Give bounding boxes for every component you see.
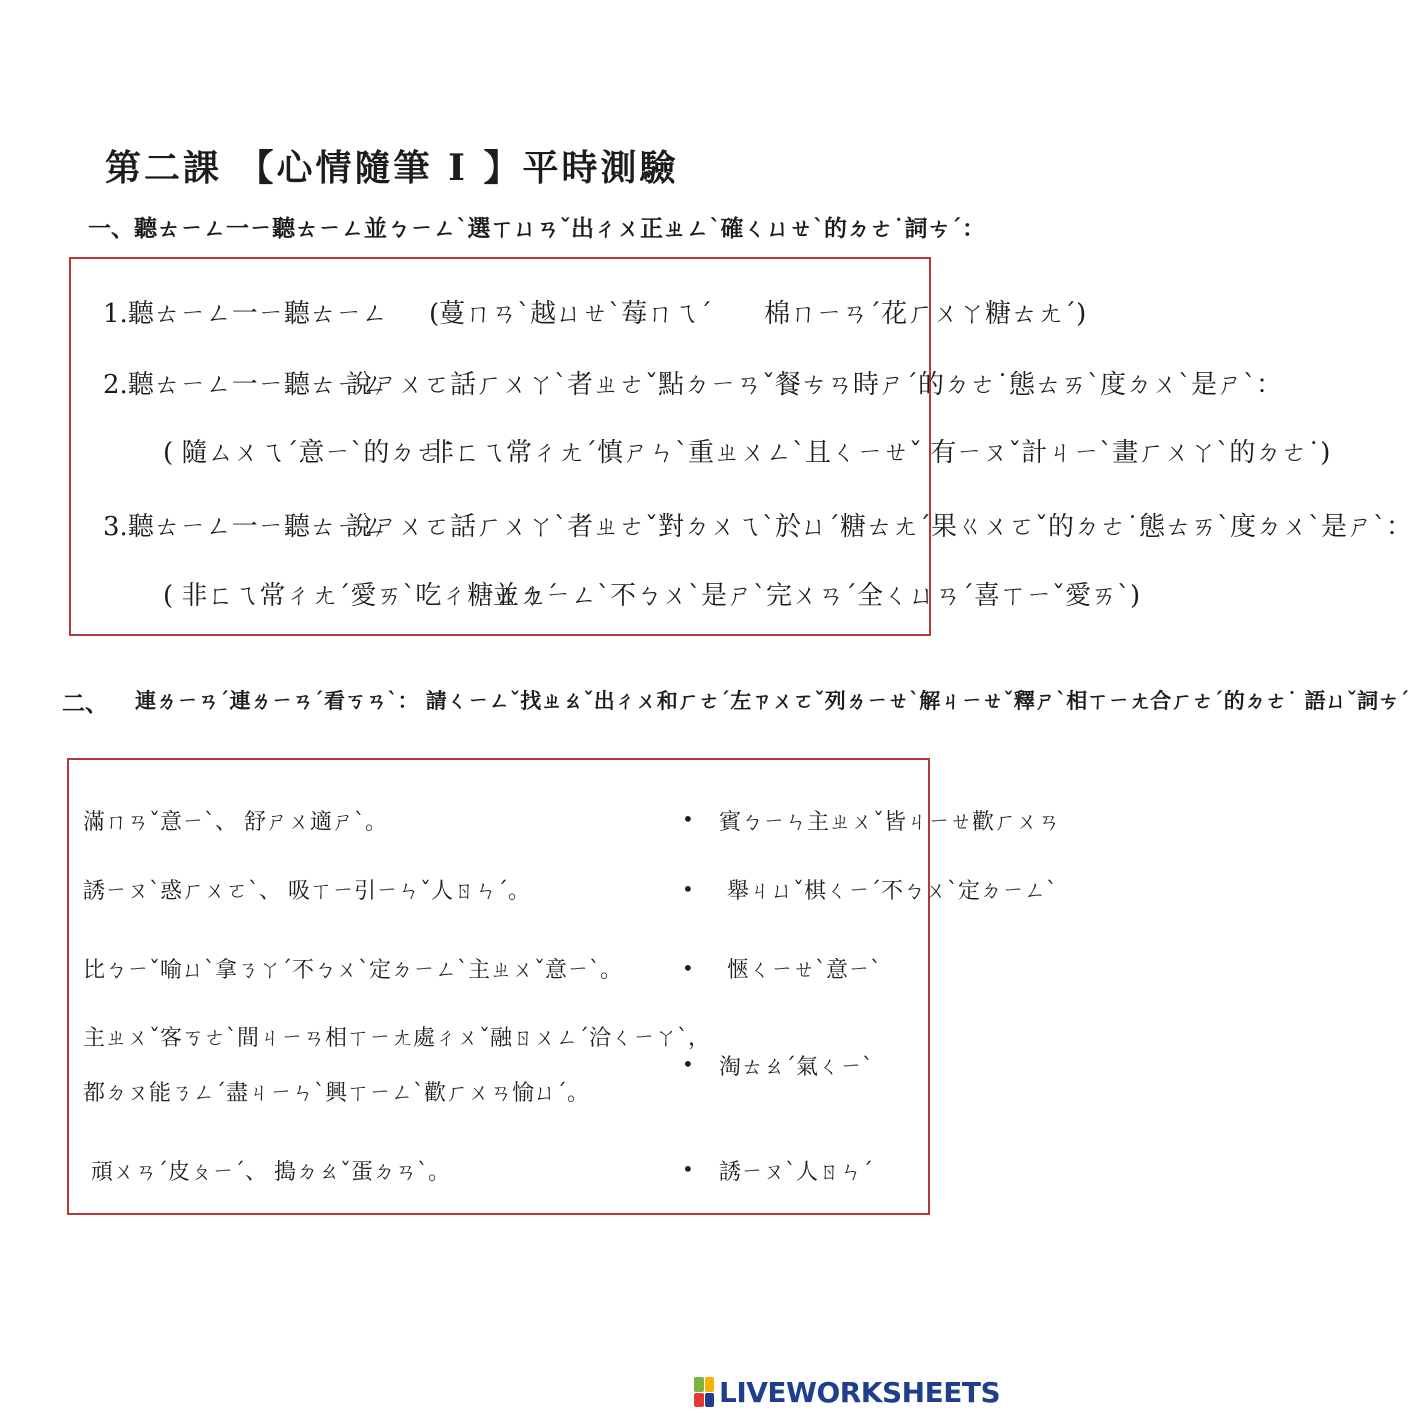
term-3[interactable]: 愜ㄑㄧㄝˋ意ㄧˋ [727, 958, 882, 983]
term-4[interactable]: 淘ㄊㄠˊ氣ㄑㄧˋ [719, 1055, 874, 1080]
q2-option-a[interactable]: ( 隨ㄙㄨㄟˊ意ㄧˋ的ㄉㄜ˙ [163, 438, 455, 468]
definition-3[interactable]: 比ㄅㄧˇ喻ㄩˋ拿ㄋㄚˊ不ㄅㄨˋ定ㄉㄧㄥˋ主ㄓㄨˇ意ㄧˋ。 [83, 958, 623, 983]
term-bullet: • [682, 807, 694, 831]
q2-option-b[interactable]: 非ㄈㄟ常ㄔㄤˊ慎ㄕㄣˋ重ㄓㄨㄥˋ且ㄑㄧㄝˇ 有ㄧㄡˇ計ㄐㄧˋ畫ㄏㄨㄚˋ的ㄉㄜ˙) [428, 438, 1331, 468]
term-5[interactable]: 誘ㄧㄡˋ人ㄖㄣˊ [719, 1160, 874, 1185]
term-bullet: • [682, 1157, 694, 1181]
q3-option-b[interactable]: 並ㄅㄧㄥˋ不ㄅㄨˋ是ㄕˋ完ㄨㄢˊ全ㄑㄩㄢˊ喜ㄒㄧˇ愛ㄞˋ) [493, 581, 1141, 611]
logo-text: LIVEWORKSHEETS [719, 1375, 1001, 1409]
definition-1[interactable]: 滿ㄇㄢˇ意ㄧˋ、 舒ㄕㄨ適ㄕˋ。 [83, 810, 387, 835]
liveworksheets-logo [694, 1375, 1000, 1409]
term-bullet: • [682, 877, 694, 901]
q2-label: 2.聽ㄊㄧㄥ一ㄧ聽ㄊㄧㄥ [103, 370, 388, 400]
logo-badge-icon [694, 1377, 714, 1407]
term-bullet: • [682, 1052, 694, 1076]
q1-options[interactable]: (蔓ㄇㄢˋ越ㄩㄝˋ莓ㄇㄟˊ 棉ㄇㄧㄢˊ花ㄏㄨㄚ糖ㄊㄤˊ) [429, 299, 1087, 329]
term-2[interactable]: 舉ㄐㄩˇ棋ㄑㄧˊ不ㄅㄨˋ定ㄉㄧㄥˋ [727, 879, 1058, 904]
term-1[interactable]: 賓ㄅㄧㄣ主ㄓㄨˇ皆ㄐㄧㄝ歡ㄏㄨㄢ [719, 810, 1061, 835]
section1-heading: 一、聽ㄊㄧㄥ一ㄧ聽ㄊㄧㄥ並ㄅㄧㄥˋ選ㄒㄩㄢˇ出ㄔㄨ正ㄓㄥˋ確ㄑㄩㄝˋ的ㄉㄜ˙詞ㄘˊ： [88, 215, 985, 242]
q3-option-a[interactable]: ( 非ㄈㄟ常ㄔㄤˊ愛ㄞˋ吃ㄔ糖ㄊㄤˊ [163, 581, 559, 611]
section1-box [69, 257, 1412, 636]
section2-box [67, 758, 1061, 1215]
definition-4-line1[interactable]: 主ㄓㄨˇ客ㄎㄜˋ間ㄐㄧㄢ相ㄒㄧㄤ處ㄔㄨˇ融ㄖㄨㄥˊ洽ㄑㄧㄚˋ， [83, 1026, 711, 1051]
q3-prompt: 說ㄕㄨㄛ話ㄏㄨㄚˋ者ㄓㄜˇ對ㄉㄨㄟˋ於ㄩˊ糖ㄊㄤˊ果ㄍㄨㄛˇ的ㄉㄜ˙態ㄊㄞˋ度ㄉㄨˋ是ㄕˋ： [346, 512, 1412, 542]
definition-5[interactable]: 頑ㄨㄢˊ皮ㄆㄧˊ、 搗ㄉㄠˇ蛋ㄉㄢˋ。 [91, 1160, 450, 1185]
q1-label: 1.聽ㄊㄧㄥ一ㄧ聽ㄊㄧㄥ [103, 299, 388, 329]
page-title: 第二課 【心情隨筆 Ⅰ 】平時測驗 [105, 147, 679, 189]
q2-prompt: 說ㄕㄨㄛ話ㄏㄨㄚˋ者ㄓㄜˇ點ㄉㄧㄢˇ餐ㄘㄢ時ㄕˊ的ㄉㄜ˙態ㄊㄞˋ度ㄉㄨˋ是ㄕˋ： [346, 370, 1283, 400]
q3-label: 3.聽ㄊㄧㄥ一ㄧ聽ㄊㄧㄥ [103, 512, 388, 542]
section2-heading-number: 二、 [62, 690, 108, 717]
term-bullet: • [682, 956, 694, 980]
definition-4-line2[interactable]: 都ㄉㄡ能ㄋㄥˊ盡ㄐㄧㄣˋ興ㄒㄧㄥˋ歡ㄏㄨㄢ愉ㄩˊ。 [83, 1081, 590, 1106]
definition-2[interactable]: 誘ㄧㄡˋ惑ㄏㄨㄛˋ、 吸ㄒㄧ引ㄧㄣˇ人ㄖㄣˊ。 [83, 879, 530, 904]
section2-heading: 連ㄌㄧㄢˊ連ㄌㄧㄢˊ看ㄎㄢˋ： 請ㄑㄧㄥˇ找ㄓㄠˇ出ㄔㄨ和ㄏㄜˊ左ㄗㄨㄛˇ列ㄌㄧㄝˋ解ㄐㄧㄝˇ釋ㄕˋ相ㄒㄧㄤ合ㄏㄜˊ的ㄉㄜ˙ 語ㄩˇ詞ㄘˊ [135, 688, 1410, 713]
